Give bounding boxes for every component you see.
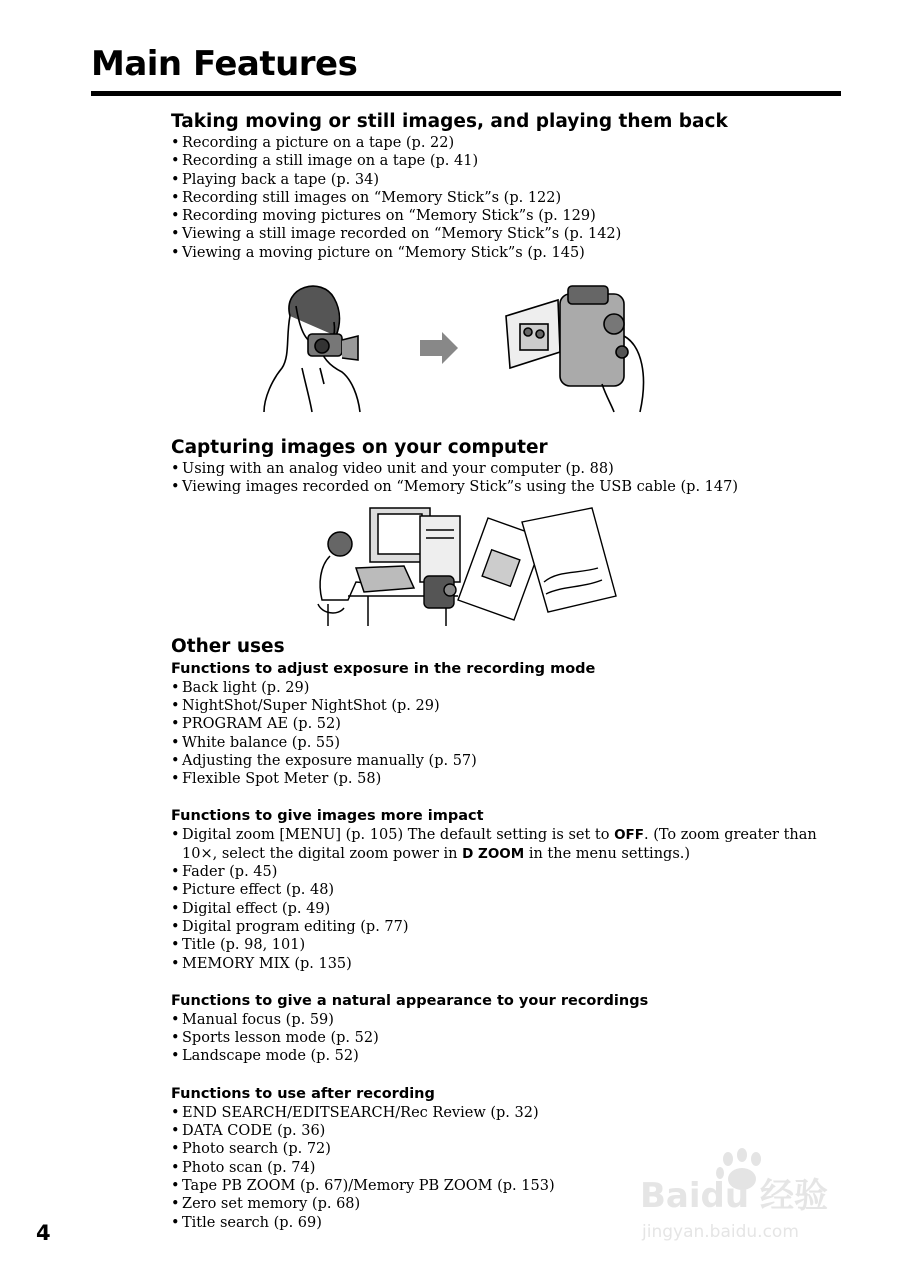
list-item: • Recording a picture on a tape (p. 22) — [171, 134, 851, 152]
list-item: • Recording a still image on a tape (p. 41) — [171, 152, 851, 170]
list-item: • Fader (p. 45) — [171, 863, 851, 881]
list-item: • Digital effect (p. 49) — [171, 900, 851, 918]
list-item: • PROGRAM AE (p. 52) — [171, 715, 851, 733]
list-item: • Viewing a still image recorded on “Memory Stick”s (p. 142) — [171, 225, 851, 243]
page-number: 4 — [36, 1221, 51, 1245]
list-item: • Photo scan (p. 74) — [171, 1159, 851, 1177]
feature-list — [171, 826, 851, 972]
title-rule — [91, 91, 841, 96]
subsection-heading: Functions to give images more impact — [171, 808, 484, 825]
list-item: • END SEARCH/EDITSEARCH/Rec Review (p. 32) — [171, 1104, 851, 1122]
zoom-text-2: . (To zoom greater than 10×, select the digital zoom power in — [182, 827, 817, 862]
list-item: • Recording still images on “Memory Stick”s (p. 122) — [171, 189, 851, 207]
list-item: • Manual focus (p. 59) — [171, 1011, 851, 1029]
list-item: • Recording moving pictures on “Memory Stick”s (p. 129) — [171, 207, 851, 225]
list-item: • Back light (p. 29) — [171, 679, 851, 697]
zoom-off-value: OFF — [614, 827, 644, 844]
feature-list — [171, 134, 851, 262]
list-item: • MEMORY MIX (p. 135) — [171, 955, 851, 973]
feature-list — [171, 1011, 851, 1066]
list-item: • Digital program editing (p. 77) — [171, 918, 851, 936]
watermark-url: jingyan.baidu.com — [642, 1222, 799, 1242]
section-heading: Other uses — [171, 635, 285, 657]
list-item: • Photo search (p. 72) — [171, 1140, 851, 1158]
section-heading: Taking moving or still images, and playing them back — [171, 111, 728, 132]
list-item: • Adjusting the exposure manually (p. 57) — [171, 752, 851, 770]
section-capturing — [171, 436, 851, 497]
list-item: • Title search (p. 69) — [171, 1214, 851, 1232]
list-item: • Picture effect (p. 48) — [171, 881, 851, 899]
feature-list — [171, 460, 851, 497]
list-item: • Using with an analog video unit and your computer (p. 88) — [171, 460, 851, 478]
list-item: • Tape PB ZOOM (p. 67)/Memory PB ZOOM (p. 153) — [171, 1177, 851, 1195]
list-item: • Flexible Spot Meter (p. 58) — [171, 770, 851, 788]
list-item: • NightShot/Super NightShot (p. 29) — [171, 697, 851, 715]
section-other — [171, 635, 851, 1232]
content — [171, 110, 851, 1232]
feature-list — [171, 679, 851, 789]
watermark-brand: Baidu — [640, 1176, 750, 1216]
list-item-digital-zoom — [171, 826, 851, 863]
list-item: • Sports lesson mode (p. 52) — [171, 1029, 851, 1047]
subsection-heading: Functions to use after recording — [171, 1085, 435, 1102]
list-item: • Viewing images recorded on “Memory Stick”s using the USB cable (p. 147) — [171, 478, 851, 496]
subsection-heading: Functions to give a natural appearance to your recordings — [171, 992, 649, 1009]
list-item: • Playing back a tape (p. 34) — [171, 171, 851, 189]
list-item: • Viewing a moving picture on “Memory Stick”s (p. 145) — [171, 244, 851, 262]
page-title: Main Features — [91, 44, 358, 84]
zoom-text-3: in the menu settings.) — [524, 845, 691, 862]
list-item: • Zero set memory (p. 68) — [171, 1195, 851, 1213]
zoom-text-1: Digital zoom [MENU] (p. 105) The default setting is set to — [182, 827, 615, 844]
watermark-brand-cn: 经验 — [760, 1176, 828, 1216]
list-item: • White balance (p. 55) — [171, 734, 851, 752]
baidu-watermark — [638, 1145, 848, 1245]
list-item: • Landscape mode (p. 52) — [171, 1047, 851, 1065]
zoom-menu-item: D ZOOM — [462, 845, 525, 862]
list-item: • DATA CODE (p. 36) — [171, 1122, 851, 1140]
subsection-heading: Functions to adjust exposure in the recording mode — [171, 660, 596, 677]
section-heading: Capturing images on your computer — [171, 437, 548, 459]
list-item: • Title (p. 98, 101) — [171, 936, 851, 954]
section-taking — [171, 110, 851, 262]
